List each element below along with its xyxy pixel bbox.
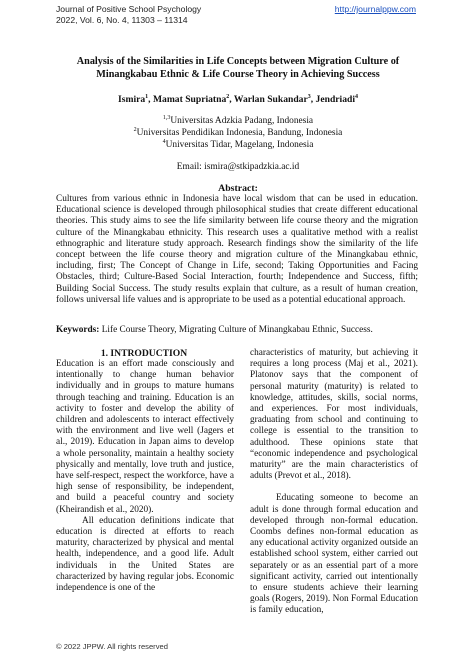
affiliation-text: Universitas Tidar, Magelang, Indonesia — [165, 140, 314, 151]
journal-name: Journal of Positive School Psychology — [56, 4, 202, 14]
body-paragraph: All education definitions indicate that education is directed at efforts to reach maturity, characterized by physical and mental health, independence, and a good life. Adult individuals in the United States are characterized by having regular jobs. Economic independence is one of the — [56, 515, 234, 594]
contact-email: Email: ismira@stkipadzkia.ac.id — [176, 162, 300, 172]
body-paragraph: Education is an effort made consciously and intentionally to change human behavior individually and in groups to mature humans through teaching and training. Education is an activity to foster and develop the ability of children and adolescents to interact effectively with the environment and live well (Jagers et al., 2019). Education in Japan aims to develop a whole personality, maintain a healthy society physically and mentally, love truth and justice, have self-respect, respect the workforce, have a high sense of responsibility, be independent, and build a peaceful country and society (Kheirandish et al., 2020). — [56, 359, 234, 515]
author-sup: 3 — [307, 94, 311, 100]
author-name: Ismira — [117, 94, 146, 106]
author-name: Warlan Sukandar — [233, 94, 308, 106]
running-header — [56, 4, 201, 26]
copyright-footer: © 2022 JPPW. All rights reserved — [56, 642, 168, 651]
author-name: Jendriadi — [315, 94, 355, 106]
author-sup: 1 — [145, 94, 149, 100]
journal-url-link[interactable]: http://journalppw.com — [334, 4, 416, 14]
author-sup: 4 — [355, 94, 358, 100]
body-paragraph: characteristics of maturity, but achieving it requires a long process (Maj et al., 2021). Platonov says that the component of personal maturity (maturity) is related to knowledge, attitudes, skills, social norms, and experiences. For most individuals, graduating from school and continuing to college is essential to the transition to adulthood. These opinions state that “economic independence and psychological maturity” are the main characteristics of adults (Prevot et al., 2018). — [250, 348, 418, 482]
affiliation-text: Universitas Pendidikan Indonesia, Bandung, Indonesia — [136, 128, 343, 139]
abstract-text: Cultures from various ethnic in Indonesia have local wisdom that can be used in education. Educational science is developed through philosophical studies that create different educational theories. This study aims to see the life similarity between life course theory and the migration culture of the Minangkabau ethnicity. This research uses a qualitative method with a realist ethnographic and literature study approach. Research findings show the similarity of the life concept between the life course theory and migration culture of the Minangkabau ethnic, including, first; The Concept of Change in Life, second; Taking Opportunities and Facing Obstacles, third; Culture-Based Social Interaction, fourth; Independence and Success, fifth; Building Social Success. The study results explain that culture, as a result of human creation, follows universal life values and is appropriate to be used as a potential educational approach. — [56, 194, 418, 305]
section-heading: 1. INTRODUCTION — [100, 348, 188, 359]
keywords — [56, 325, 418, 336]
affiliation-sup: 2 — [133, 127, 137, 133]
keywords-label: Keywords: — [56, 325, 100, 335]
paper-title: Analysis of the Similarities in Life Concepts between Migration Culture of Minangkabau Ethnic & Life Course Theory in Achieving Success — [76, 56, 400, 80]
affiliation — [56, 137, 420, 151]
body-column-right — [250, 348, 418, 617]
affiliation-text: Universitas Adzkia Padang, Indonesia — [170, 116, 314, 127]
author-name: Mamat Supriatna — [152, 94, 227, 106]
affiliation-sup: 1,3 — [162, 115, 171, 121]
keywords-text: Life Course Theory, Migrating Culture of Minangkabau Ethnic, Success. — [101, 325, 373, 335]
affiliation-sup: 4 — [162, 139, 166, 145]
body-column-left — [56, 359, 234, 594]
body-paragraph: Educating someone to become an adult is done through formal education and developed through non-formal education. Coombs defines non-formal education as any educational activity organized outside an established school system, either carried out separately or as an essential part of a more significant activity, carried out intentionally to ensure students achieve their learning goals (Rogers, 2019). Non Formal Education is family education, — [250, 493, 418, 616]
author-sup: 2 — [226, 94, 230, 100]
abstract-heading: Abstract: — [218, 183, 258, 194]
journal-volume: 2022, Vol. 6, No. 4, 11303 – 11314 — [56, 15, 188, 25]
author-list: Ismira$^1$, Mamat Supriatna$^2$, Warlan Sukandar$^3$, Jendriadi$^4$ — [117, 94, 358, 106]
